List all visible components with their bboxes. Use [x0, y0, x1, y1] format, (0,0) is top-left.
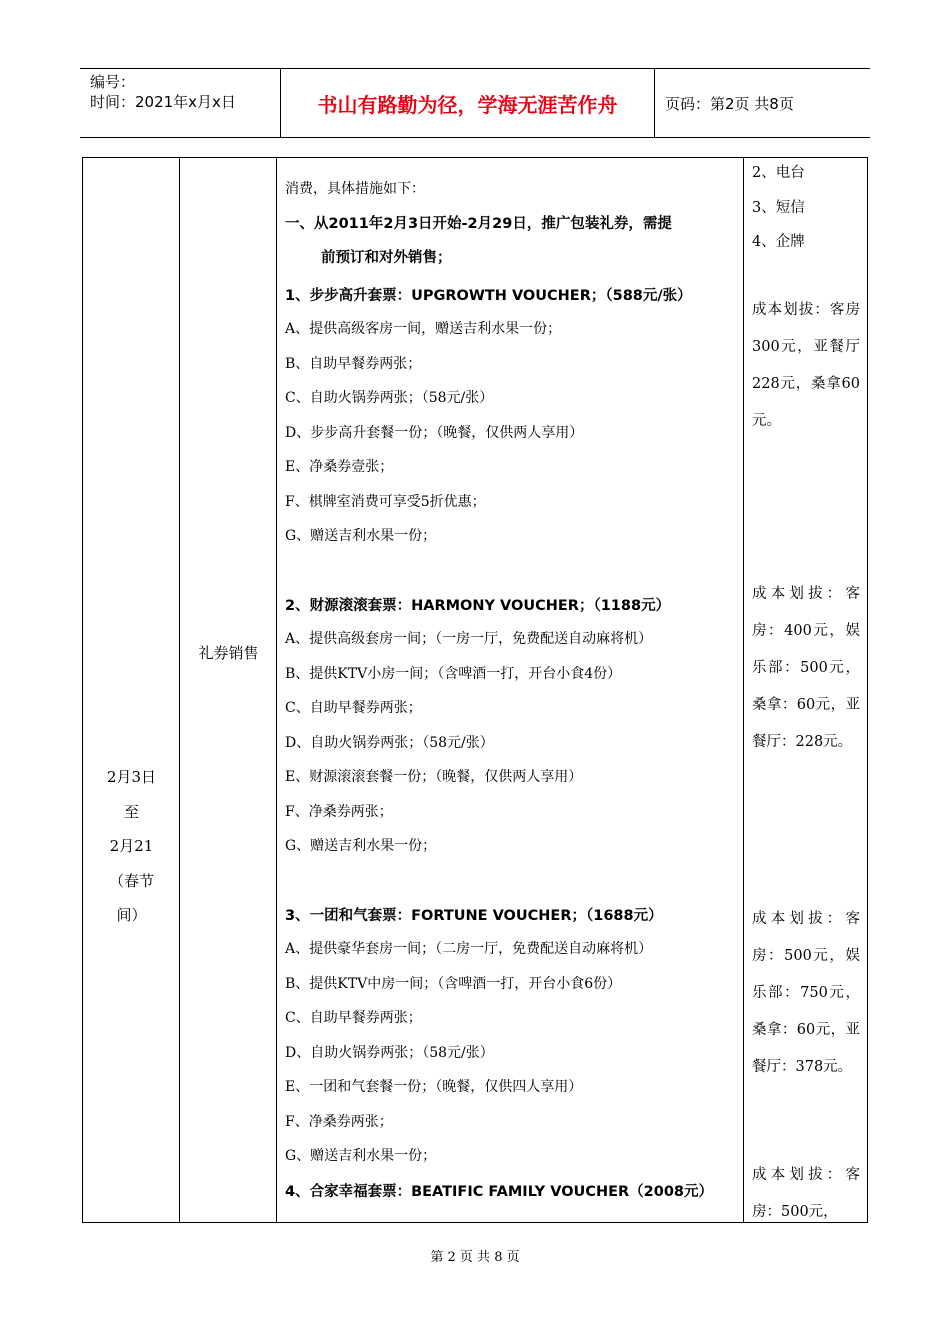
package-item: F、净桑券两张；	[285, 1114, 393, 1130]
measure-line: 消费，具体措施如下：	[285, 181, 425, 197]
item-cell	[180, 158, 277, 1222]
measures-cell	[277, 158, 744, 1222]
cost-cell	[744, 158, 867, 1222]
cost-allocation: 成本划拔：客房：400元，娱乐部：500元，桑拿：60元，亚餐厅：228元。	[752, 586, 860, 750]
package-item: G、赠送吉利水果一份；	[285, 528, 437, 544]
media-item: 3、短信	[752, 199, 805, 216]
package-item: C、自助早餐券两张；	[285, 1010, 422, 1026]
measure-heading: 一、从2011年2月3日开始-2月29日，推广包装礼券，需提	[285, 216, 672, 232]
date-line: 2月21	[109, 837, 154, 855]
package-item: E、净桑券壹张；	[285, 459, 394, 475]
item-name: 礼券销售	[198, 644, 259, 662]
voucher-table	[82, 157, 868, 1223]
package-item: B、提供KTV中房一间；（含啤酒一打，开台小食6份）	[285, 976, 622, 992]
date-line: 2月3日	[106, 768, 157, 786]
package-title: 2、财源滚滚套票：HARMONY VOUCHER；（1188元）	[285, 598, 671, 614]
package-item: E、一团和气套餐一份；（晚餐，仅供四人享用）	[285, 1079, 583, 1095]
date-line: （春节	[108, 871, 154, 890]
package-item: B、自助早餐券两张；	[285, 356, 422, 372]
cost-allocation: 成本划拔：客房300元，亚餐厅228元，桑拿60元。	[752, 302, 860, 429]
package-item: C、自助早餐券两张；	[285, 700, 422, 716]
measure-heading: 前预订和对外销售；	[321, 250, 452, 266]
media-item: 4、企牌	[752, 234, 805, 250]
package-item: B、提供KTV小房一间；（含啤酒一打，开台小食4份）	[285, 666, 622, 682]
package-item: D、步步高升套餐一份；（晚餐，仅供两人享用）	[285, 425, 584, 441]
package-item: G、赠送吉利水果一份；	[285, 838, 437, 854]
page-footer: 第 2 页 共 8 页	[430, 1250, 520, 1265]
header-meta	[80, 69, 281, 137]
header-motto: 书山有路勤为径，学海无涯苦作舟	[281, 69, 655, 137]
date-cell	[83, 158, 180, 1222]
package-item: D、自助火锅券两张；（58元/张）	[285, 1045, 494, 1061]
header-page-number: 页码：第2页 共8页	[665, 94, 794, 113]
package-title: 4、合家幸福套票：BEATIFIC FAMILY VOUCHER（2008元）	[285, 1184, 714, 1200]
package-item: E、财源滚滚套餐一份；（晚餐，仅供两人享用）	[285, 769, 583, 785]
package-title: 3、一团和气套票：FORTUNE VOUCHER；（1688元）	[285, 908, 663, 924]
cost-allocation: 成本划拔：客房：500元，娱乐部：750元，桑拿：60元，亚餐厅：378元。	[752, 911, 860, 1075]
package-item: A、提供高级客房一间，赠送吉利水果一份；	[285, 321, 562, 337]
media-list	[752, 156, 805, 260]
date-range	[83, 760, 180, 933]
package-item: A、提供高级套房一间；（一房一厅，免费配送自动麻将机）	[285, 631, 653, 647]
package-item: A、提供豪华套房一间；（二房一厅，免费配送自动麻将机）	[285, 941, 653, 957]
date-line: 间）	[116, 906, 147, 924]
package-item: C、自助火锅券两张；（58元/张）	[285, 390, 494, 406]
package-item: D、自助火锅券两张；（58元/张）	[285, 735, 494, 751]
package-item: G、赠送吉利水果一份；	[285, 1148, 437, 1164]
page-header	[80, 68, 870, 138]
package-item: F、净桑券两张；	[285, 804, 393, 820]
doc-number-label: 编号：	[90, 73, 136, 91]
package-item: F、棋牌室消费可享受5折优惠；	[285, 494, 486, 510]
cost-allocation: 成本划拔：客房：500元，	[752, 1167, 860, 1220]
package-title: 1、步步高升套票：UPGROWTH VOUCHER；（588元/张）	[285, 288, 692, 304]
date-line: 至	[123, 802, 139, 821]
media-item: 2、电台	[752, 165, 805, 181]
doc-date-label: 时间：2021年x月x日	[90, 93, 236, 111]
